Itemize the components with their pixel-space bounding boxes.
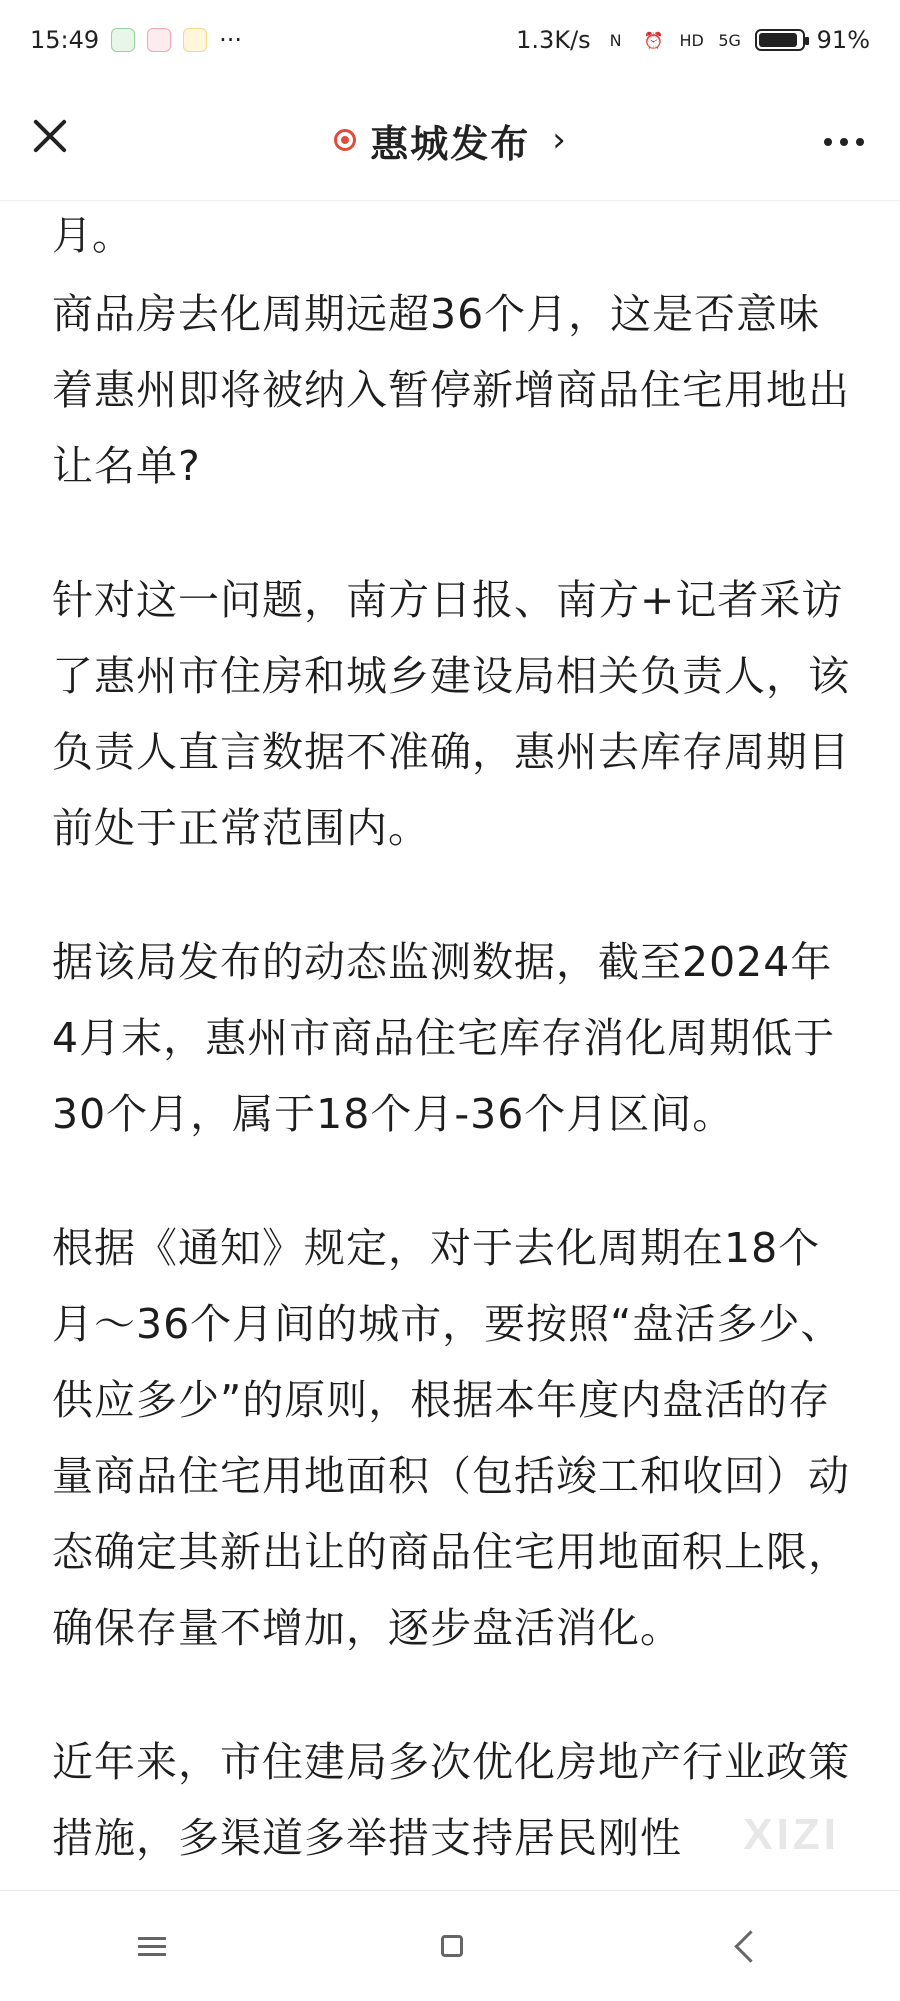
- article-paragraph-2: 针对这一问题，南方日报、南方+记者采访了惠州市住房和城乡建设局相关负责人，该负责人直言数据不准确，惠州去库存周期目前处于正常范围内。: [52, 576, 850, 852]
- article-paragraph-1: 商品房去化周期远超36个月，这是否意味着惠州即将被纳入暂停新增商品住宅用地出让名单?: [52, 290, 850, 490]
- battery-text: 91%: [816, 26, 870, 54]
- article-paragraph-4: 根据《通知》规定，对于去化周期在18个月～36个月间的城市，要按照“盘活多少、供应多少”的原则，根据本年度内盘活的存量商品住宅用地面积（包括竣工和收回）动态确定其新出让的商品住宅用地面积上限，确保存量不增加，逐步盘活消化。: [52, 1224, 850, 1652]
- tiktok-app-icon: [147, 28, 171, 52]
- status-more: ···: [219, 26, 243, 54]
- clipped-text-line: 月。: [52, 213, 132, 259]
- chevron-right-icon: ›: [552, 120, 566, 160]
- status-time: 15:49: [30, 26, 100, 54]
- menu-icon[interactable]: [138, 1935, 166, 1957]
- battery-icon: [755, 29, 805, 51]
- record-dot-icon: [334, 129, 356, 151]
- alarm-icon: ⏰: [643, 30, 664, 50]
- network-speed: 1.3K/s: [516, 26, 591, 54]
- article-paragraph-5: 近年来，市住建局多次优化房地产行业政策措施，多渠道多举措支持居民刚性: [52, 1738, 850, 1862]
- status-bar: [0, 0, 900, 80]
- more-icon[interactable]: [824, 138, 864, 146]
- status-right: [516, 26, 870, 54]
- article-paragraph-3: 据该局发布的动态监测数据，截至2024年4月末，惠州市商品住宅库存消化周期低于30个月，属于18个月-36个月区间。: [52, 938, 836, 1138]
- security-app-icon: [111, 28, 135, 52]
- home-icon[interactable]: [441, 1935, 463, 1957]
- system-nav-bar: [0, 1890, 900, 2001]
- battery-fill: [759, 33, 797, 47]
- top-nav-bar: [0, 80, 900, 201]
- hd-icon: HD: [679, 30, 704, 50]
- notification-app-icon: [183, 28, 207, 52]
- nfc-icon: N: [609, 30, 622, 50]
- back-icon[interactable]: [734, 1930, 767, 1963]
- account-title: 惠城发布: [370, 120, 531, 166]
- watermark: XIZI: [743, 1810, 840, 1859]
- signal-icon: [717, 27, 743, 53]
- network-type: 5G: [718, 30, 741, 50]
- status-left: [30, 26, 242, 54]
- close-icon[interactable]: [30, 116, 70, 156]
- account-title-link[interactable]: [334, 113, 566, 168]
- article-body: [52, 200, 852, 1890]
